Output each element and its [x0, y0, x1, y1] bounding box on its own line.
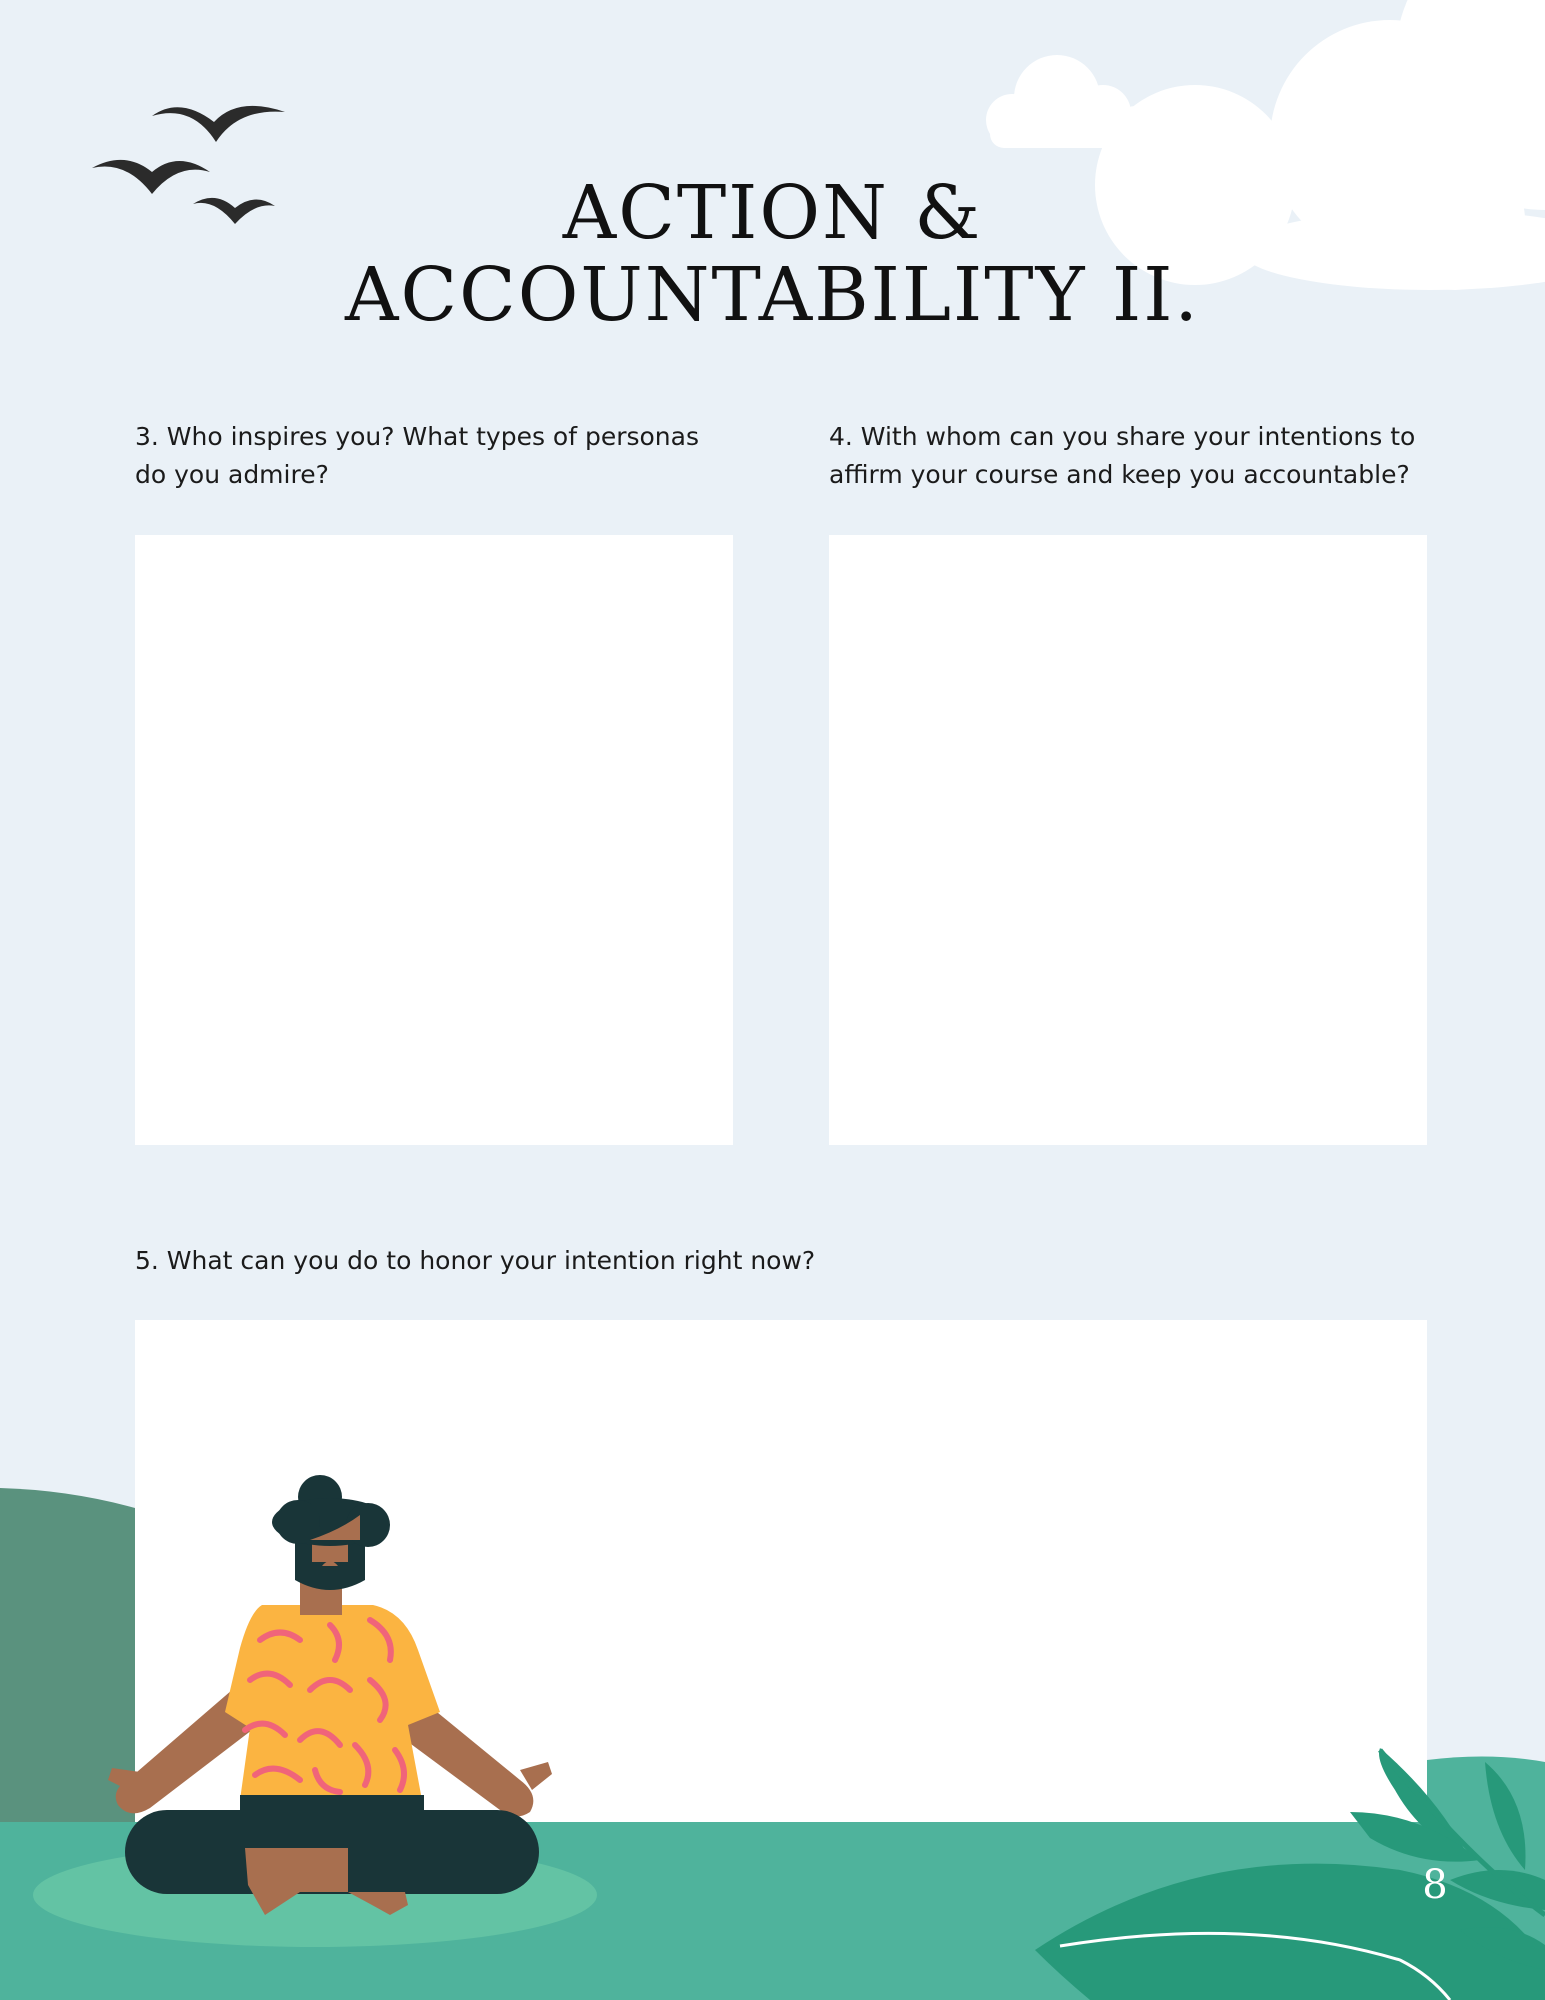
- title-line: ACTION &: [562, 170, 983, 256]
- page-number: 8: [1422, 1862, 1448, 1908]
- hill-shape: [0, 1488, 135, 1840]
- question-4-prompt: 4. With whom can you share your intentions to affirm your course and keep you accountable?: [829, 422, 1416, 489]
- question-5-prompt: 5. What can you do to honor your intention right now?: [135, 1246, 816, 1275]
- question-3-prompt: 3. Who inspires you? What types of personas do you admire?: [135, 422, 700, 489]
- title-line: ACCOUNTABILITY II.: [345, 252, 1200, 338]
- meditating-person-illustration: [108, 1475, 552, 1915]
